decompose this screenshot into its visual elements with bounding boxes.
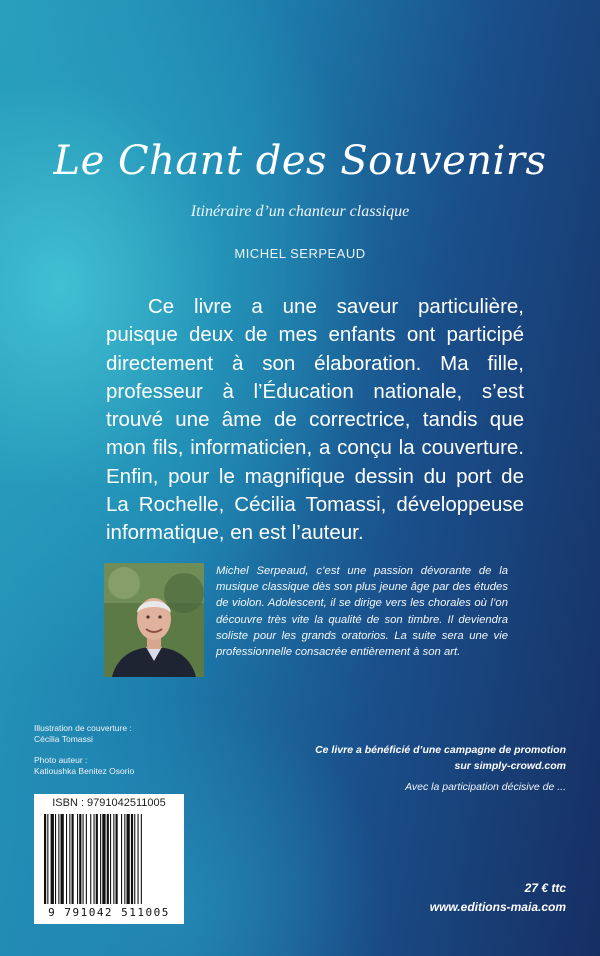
barcode-bar: [96, 814, 98, 904]
barcode-bar: [131, 814, 133, 904]
barcode-bar: [77, 814, 78, 904]
barcode-bar: [90, 814, 91, 904]
author-portrait-image: [104, 563, 204, 677]
barcode-bar: [107, 814, 109, 904]
campaign-notice: [246, 742, 566, 774]
book-title: Le Chant des Souvenirs: [53, 138, 547, 184]
barcode-bar: [79, 814, 81, 904]
barcode-bar: [55, 814, 56, 904]
campaign-line-1: Ce livre a bénéficié d’une campagne de promotion: [315, 744, 566, 756]
campaign-line-2: sur simply-crowd.com: [454, 760, 566, 772]
barcode-bar: [141, 814, 142, 904]
barcode-bar: [66, 814, 67, 904]
author-photo: [104, 563, 204, 677]
credits: [34, 723, 134, 777]
barcode-bar: [121, 814, 122, 904]
barcode-bar: [83, 814, 84, 904]
isbn-barcode: [34, 794, 184, 924]
barcode-bar: [47, 814, 48, 904]
barcode-bar: [100, 814, 101, 904]
barcode-bar: [138, 814, 139, 904]
barcode-bar: [51, 814, 54, 904]
barcode-bar: [86, 814, 87, 904]
barcode-bar: [61, 814, 64, 904]
author-name: MICHEL SERPEAUD: [234, 246, 366, 261]
barcode-bar: [69, 814, 70, 904]
barcode-bar: [58, 814, 59, 904]
barcode-bar: [124, 814, 125, 904]
barcode-digits: 9 791042 511005: [48, 906, 170, 919]
illustration-credit-label: Illustration de couverture :: [34, 723, 132, 733]
barcode-bar: [134, 814, 135, 904]
photo-credit-label: Photo auteur :: [34, 755, 88, 765]
price: 27 € ttc: [524, 881, 566, 895]
barcode-bar: [116, 814, 118, 904]
barcode-bar: [72, 814, 74, 904]
photo-credit-name: Katioushka Benitez Osorio: [34, 766, 135, 776]
barcode-bars: [34, 794, 184, 924]
author-bio: Michel Serpeaud, c’est une passion dévorante de la musique classique dès son plus jeune âge par des études de violon. Adolescent, il se dirige vers les chorales où l’on découvre très vite la qualité de son timbre. Il deviendra soliste pour les grands oratorios. La suite sera une vie professionnelle consacrée entièrement à son art.: [216, 565, 508, 659]
barcode-bar: [102, 814, 105, 904]
barcode-bar: [127, 814, 130, 904]
barcode-bar: [113, 814, 114, 904]
blurb-text: Ce livre a une saveur particulière, puisque deux de mes enfants ont participé directement à son élaboration. Ma fille, professeur à l’Éducation nationale, s’est trouvé une âme de correctrice, tandis que mon fils, informaticien, a conçu la couverture. Enfin, pour le magnifique dessin du port de La Rochelle, Cécilia Tomassi, développeuse informatique, en est l’auteur.: [106, 295, 524, 545]
barcode-bar: [44, 814, 46, 904]
book-subtitle: Itinéraire d’un chanteur classique: [190, 203, 410, 220]
barcode-bar: [110, 814, 111, 904]
isbn-label: ISBN : 9791042511005: [52, 797, 166, 809]
illustration-credit-name: Cécilia Tomassi: [34, 734, 93, 744]
publisher-website[interactable]: www.editions-maia.com: [429, 900, 566, 914]
participation-note: Avec la participation décisive de ...: [405, 781, 566, 793]
barcode-bar: [94, 814, 95, 904]
